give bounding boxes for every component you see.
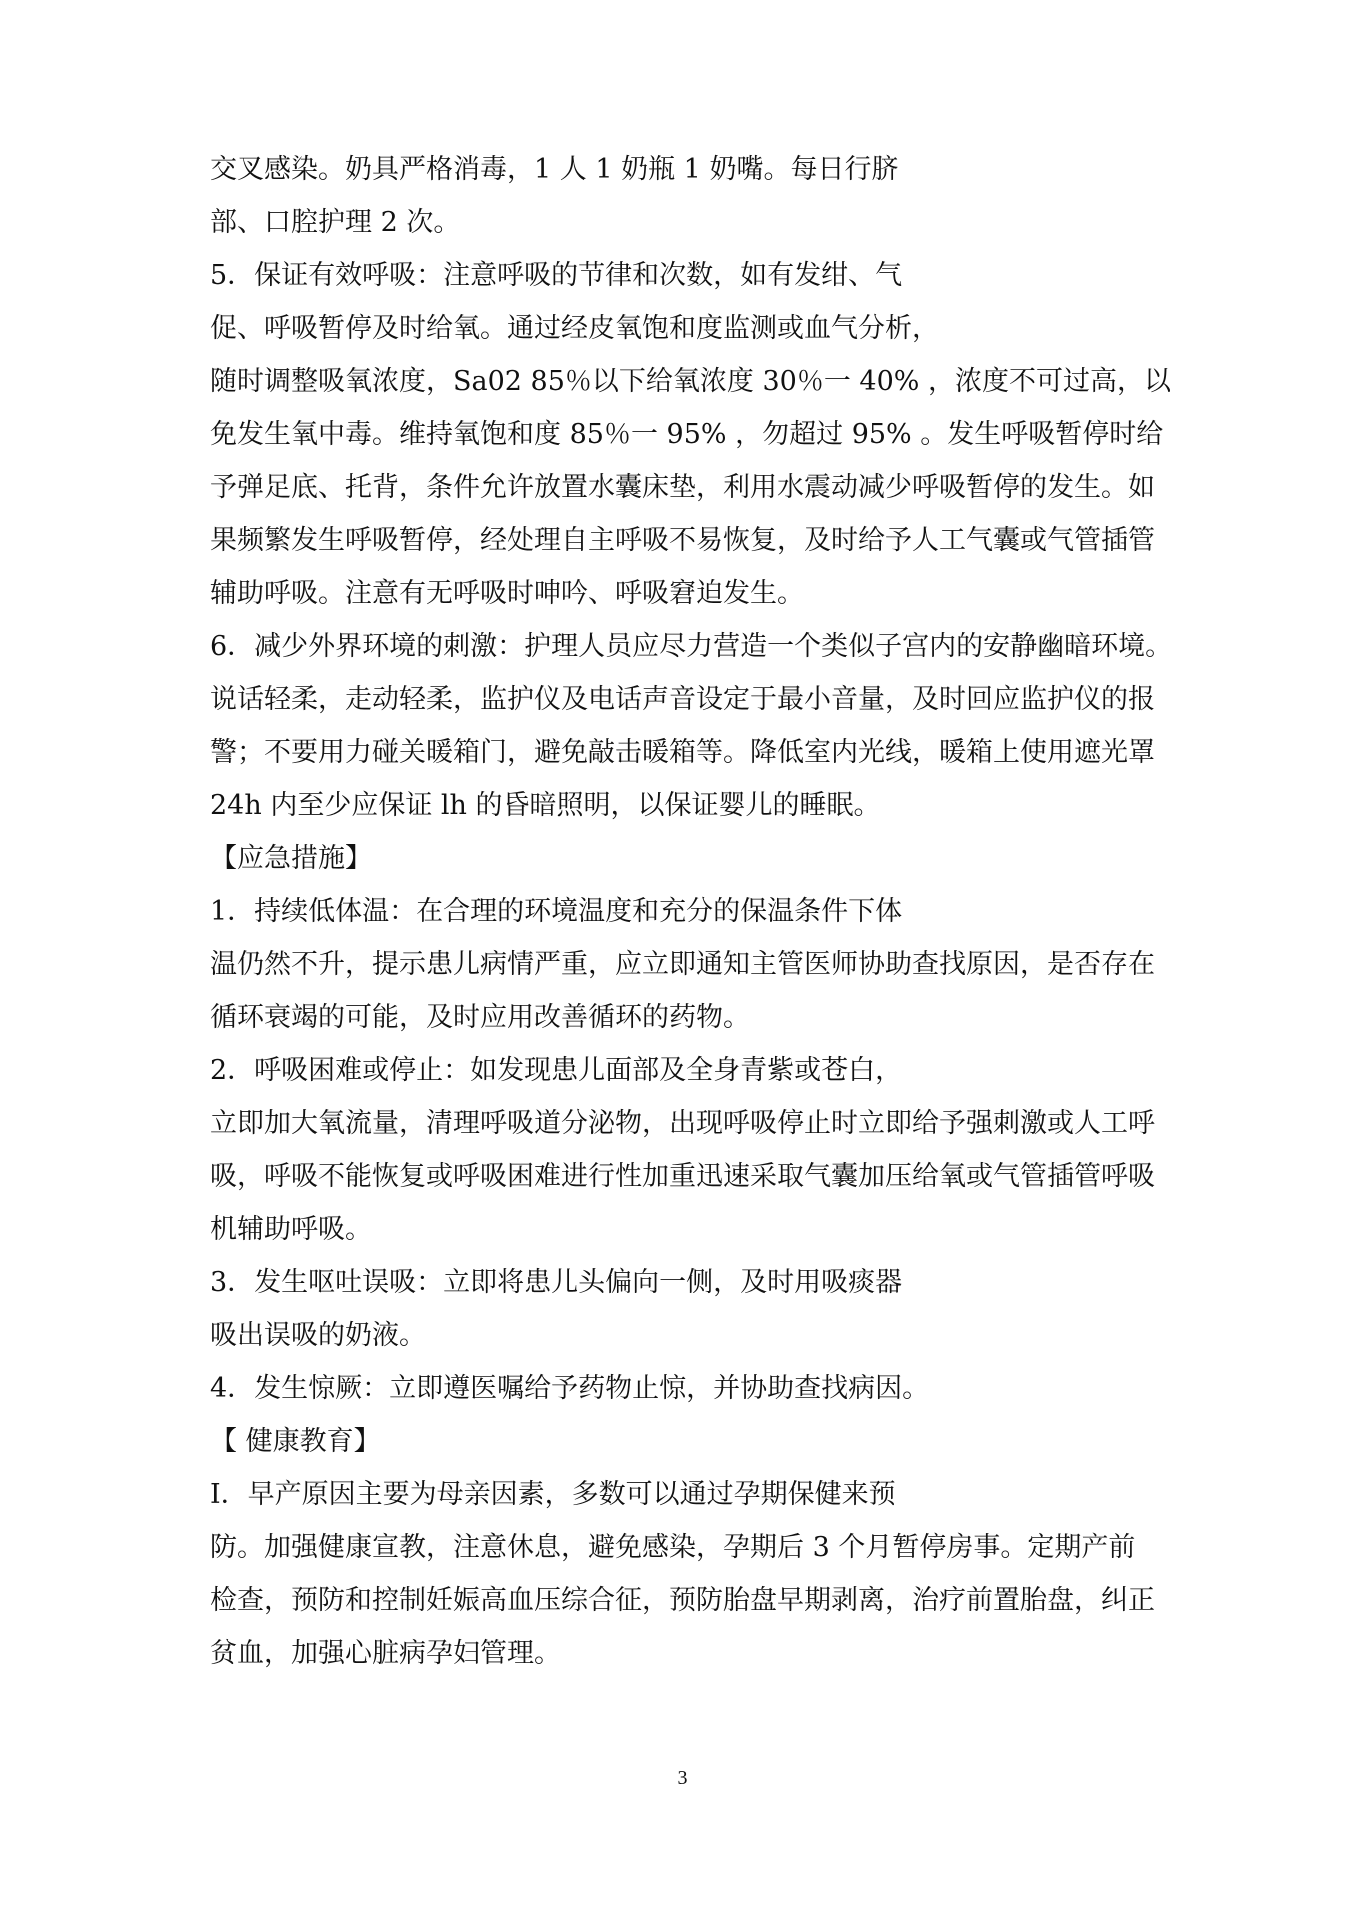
text-line: 6．减少外界环境的刺激：护理人员应尽力营造一个类似子宫内的安静幽暗环境。 bbox=[210, 631, 1173, 662]
text-line: 检查，预防和控制妊娠高血压综合征，预防胎盘早期剥离，治疗前置胎盘，纠正 bbox=[210, 1585, 1155, 1616]
text-line: 温仍然不升，提示患儿病情严重，应立即通知主管医师协助查找原因，是否存在 bbox=[210, 949, 1155, 980]
text-line: 予弹足底、托背，条件允许放置水囊床垫，利用水震动减少呼吸暂停的发生。如 bbox=[210, 472, 1155, 503]
text-line: 部、口腔护理 2 次。 bbox=[210, 207, 461, 238]
text-line: 立即加大氧流量，清理呼吸道分泌物，出现呼吸停止时立即给予强刺激或人工呼 bbox=[210, 1108, 1155, 1139]
text-line: 1．持续低体温：在合理的环境温度和充分的保温条件下体 bbox=[210, 896, 903, 927]
section-heading: 【 健康教育】 bbox=[210, 1426, 381, 1457]
text-line: 2．呼吸困难或停止：如发现患儿面部及全身青紫或苍白， bbox=[210, 1055, 903, 1086]
text-line: 5．保证有效呼吸：注意呼吸的节律和次数，如有发绀、气 bbox=[210, 260, 903, 291]
text-line: 说话轻柔，走动轻柔，监护仪及电话声音设定于最小音量，及时回应监护仪的报 bbox=[210, 684, 1155, 715]
text-line: 辅助呼吸。注意有无呼吸时呻吟、呼吸窘迫发生。 bbox=[210, 578, 804, 609]
text-line: 贫血，加强心脏病孕妇管理。 bbox=[210, 1638, 561, 1669]
text-line: 吸出误吸的奶液。 bbox=[210, 1320, 426, 1351]
text-line: 随时调整吸氧浓度，Sa02 85％以下给氧浓度 30％一 40% ，浓度不可过高，以 bbox=[210, 366, 1172, 397]
text-line: 循环衰竭的可能，及时应用改善循环的药物。 bbox=[210, 1002, 750, 1033]
text-line: 4．发生惊厥：立即遵医嘱给予药物止惊，并协助查找病因。 bbox=[210, 1373, 930, 1404]
text-line: 促、呼吸暂停及时给氧。通过经皮氧饱和度监测或血气分析， bbox=[210, 313, 939, 344]
text-line: I．早产原因主要为母亲因素，多数可以通过孕期保健来预 bbox=[210, 1479, 896, 1510]
text-line: 交叉感染。奶具严格消毒，1 人 1 奶瓶 1 奶嘴。每日行脐 bbox=[210, 154, 899, 185]
page-number: 3 bbox=[677, 1767, 688, 1789]
text-line: 机辅助呼吸。 bbox=[210, 1214, 372, 1245]
text-line: 果频繁发生呼吸暂停，经处理自主呼吸不易恢复，及时给予人工气囊或气管插管 bbox=[210, 525, 1155, 556]
text-line: 3．发生呕吐误吸：立即将患儿头偏向一侧，及时用吸痰器 bbox=[210, 1267, 903, 1298]
section-heading: 【应急措施】 bbox=[210, 843, 372, 874]
text-line: 防。加强健康宣教，注意休息，避免感染，孕期后 3 个月暂停房事。定期产前 bbox=[210, 1532, 1136, 1563]
text-line: 免发生氧中毒。维持氧饱和度 85％一 95% ，勿超过 95% 。发生呼吸暂停时给 bbox=[210, 419, 1164, 450]
text-line: 警；不要用力碰关暖箱门，避免敲击暖箱等。降低室内光线，暖箱上使用遮光罩 bbox=[210, 737, 1155, 768]
text-line: 吸，呼吸不能恢复或呼吸困难进行性加重迅速采取气囊加压给氧或气管插管呼吸 bbox=[210, 1161, 1155, 1192]
text-line: 24h 内至少应保证 lh 的昏暗照明，以保证婴儿的睡眠。 bbox=[210, 790, 881, 821]
